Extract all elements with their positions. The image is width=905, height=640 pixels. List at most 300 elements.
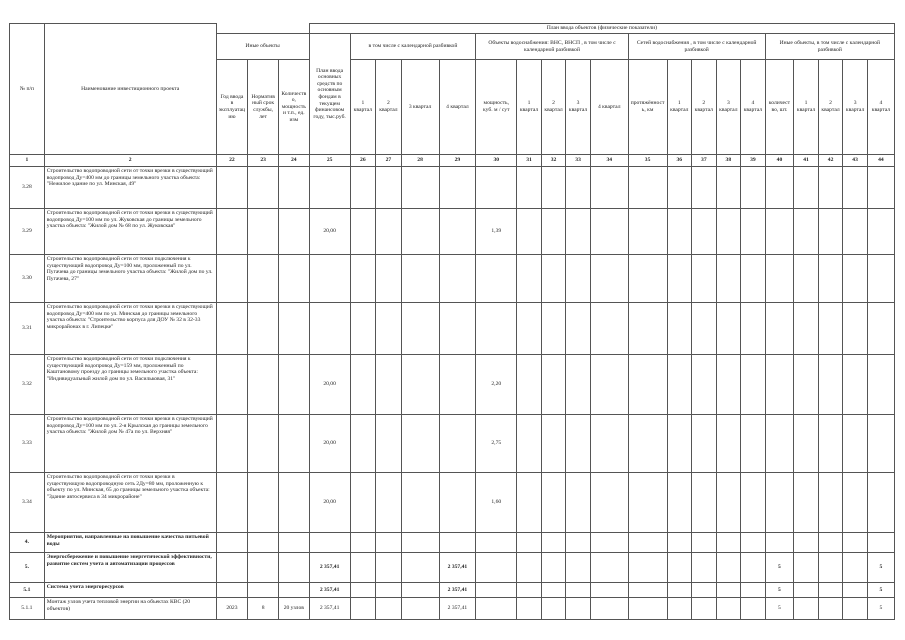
column-number: 24 bbox=[278, 155, 309, 167]
cell-empty bbox=[590, 553, 628, 583]
table-row bbox=[10, 303, 895, 355]
column-number: 39 bbox=[741, 155, 766, 167]
cell-funds: 2 357,41 bbox=[309, 583, 350, 598]
table-row bbox=[10, 415, 895, 473]
cell-empty bbox=[541, 415, 566, 473]
cell-funds bbox=[309, 303, 350, 355]
cell-empty bbox=[741, 553, 766, 583]
cell-empty bbox=[401, 553, 439, 583]
column-number: 41 bbox=[794, 155, 819, 167]
cell-service bbox=[248, 583, 279, 598]
cell-other_q4 bbox=[867, 355, 894, 415]
cell-empty bbox=[590, 355, 628, 415]
column-number: 37 bbox=[692, 155, 717, 167]
cell-empty bbox=[741, 415, 766, 473]
cell-year bbox=[216, 583, 248, 598]
column-number: 29 bbox=[439, 155, 476, 167]
cell-year bbox=[216, 415, 248, 473]
cell-empty bbox=[843, 533, 868, 553]
table-row bbox=[10, 167, 895, 209]
cell-empty bbox=[350, 209, 376, 255]
cell-empty bbox=[794, 533, 819, 553]
table-row bbox=[10, 473, 895, 533]
cell-other_qty: 5 bbox=[765, 598, 794, 620]
cell-qty bbox=[278, 583, 309, 598]
header-year: Год ввода в эксплуатацию bbox=[216, 60, 248, 155]
cell-empty bbox=[376, 533, 402, 553]
cell-year bbox=[216, 355, 248, 415]
cell-empty bbox=[376, 583, 402, 598]
cell-funds: 20,00 bbox=[309, 209, 350, 255]
cell-empty bbox=[566, 533, 591, 553]
cell-empty bbox=[843, 598, 868, 620]
cell-q4 bbox=[439, 303, 476, 355]
cell-empty bbox=[692, 255, 717, 303]
header-vns-q4: 4 квартал bbox=[590, 60, 628, 155]
cell-service bbox=[248, 209, 279, 255]
table-row bbox=[10, 255, 895, 303]
cell-empty bbox=[628, 255, 667, 303]
cell-service bbox=[248, 553, 279, 583]
cell-empty bbox=[590, 473, 628, 533]
cell-empty bbox=[843, 303, 868, 355]
cell-no: 5. bbox=[10, 553, 45, 583]
cell-empty bbox=[350, 553, 376, 583]
cell-empty bbox=[794, 553, 819, 583]
cell-empty bbox=[401, 355, 439, 415]
cell-funds: 20,00 bbox=[309, 473, 350, 533]
cell-qty bbox=[278, 255, 309, 303]
cell-empty bbox=[692, 583, 717, 598]
column-number: 34 bbox=[590, 155, 628, 167]
cell-empty bbox=[843, 355, 868, 415]
cell-empty bbox=[843, 583, 868, 598]
cell-empty bbox=[541, 583, 566, 598]
cell-qty: 20 узлов bbox=[278, 598, 309, 620]
cell-other_q4: 5 bbox=[867, 583, 894, 598]
cell-empty bbox=[566, 598, 591, 620]
cell-q4 bbox=[439, 209, 476, 255]
cell-empty bbox=[716, 355, 741, 415]
column-number: 40 bbox=[765, 155, 794, 167]
cell-empty bbox=[692, 415, 717, 473]
cell-empty bbox=[794, 167, 819, 209]
cell-no: 3.28 bbox=[10, 167, 45, 209]
cell-empty bbox=[741, 209, 766, 255]
cell-other_qty: 5 bbox=[765, 553, 794, 583]
cell-cap: 1,39 bbox=[476, 209, 517, 255]
header-plan-funds: План ввода основных средств по основным фондам в текущем финансовом году, тыс.руб. bbox=[309, 34, 350, 155]
cell-empty bbox=[541, 355, 566, 415]
cell-empty bbox=[818, 209, 843, 255]
cell-empty bbox=[794, 473, 819, 533]
cell-empty bbox=[350, 598, 376, 620]
cell-service bbox=[248, 415, 279, 473]
cell-empty bbox=[350, 167, 376, 209]
cell-qty bbox=[278, 167, 309, 209]
cell-empty bbox=[794, 355, 819, 415]
cell-empty bbox=[541, 303, 566, 355]
header-other-q3: 3 квартал bbox=[843, 60, 868, 155]
header-quantity: Количество, мощность и т.п., ед. изм bbox=[278, 60, 309, 155]
column-number: 26 bbox=[350, 155, 376, 167]
header-project-name: Наименование инвестиционного проекта bbox=[44, 24, 216, 155]
cell-empty bbox=[590, 167, 628, 209]
column-number: 1 bbox=[10, 155, 45, 167]
cell-other_qty bbox=[765, 303, 794, 355]
cell-funds: 20,00 bbox=[309, 415, 350, 473]
table-row bbox=[10, 583, 895, 598]
cell-empty bbox=[716, 415, 741, 473]
cell-name: Строительство водопроводной сети от точки врезки в существующий водопровод Ду=400 мм по ул. Минская до границы земельного участка объекта: "Строительство корпуса для ДОУ № 32 в 32-33 микрорайонах в г. Липецке" bbox=[44, 303, 216, 355]
cell-empty bbox=[692, 355, 717, 415]
header-vns-q2: 2 квартал bbox=[541, 60, 566, 155]
cell-funds bbox=[309, 533, 350, 553]
column-number: 23 bbox=[248, 155, 279, 167]
header-q4: 4 квартал bbox=[439, 60, 476, 155]
cell-empty bbox=[716, 167, 741, 209]
cell-empty bbox=[590, 415, 628, 473]
cell-empty bbox=[517, 533, 542, 553]
cell-service bbox=[248, 255, 279, 303]
header-net-q1: 1 квартал bbox=[667, 60, 692, 155]
cell-empty bbox=[794, 598, 819, 620]
cell-year bbox=[216, 473, 248, 533]
column-number: 31 bbox=[517, 155, 542, 167]
cell-q4 bbox=[439, 355, 476, 415]
column-number: 44 bbox=[867, 155, 894, 167]
cell-qty bbox=[278, 473, 309, 533]
cell-year bbox=[216, 255, 248, 303]
header-vns-capacity: мощность, куб. м / сут bbox=[476, 60, 517, 155]
cell-name: Строительство водопроводной сети от точки врезки в существующий водопровод Ду=100 мм по ул. Жуковская до границы земельного участка объекта: "Жилой дом № 68 по ул. Жуковская" bbox=[44, 209, 216, 255]
cell-other_q4: 5 bbox=[867, 598, 894, 620]
cell-empty bbox=[667, 167, 692, 209]
cell-empty bbox=[517, 303, 542, 355]
cell-cap bbox=[476, 255, 517, 303]
cell-empty bbox=[667, 303, 692, 355]
column-number: 2 bbox=[44, 155, 216, 167]
cell-empty bbox=[566, 209, 591, 255]
header-vns-group: Объекты водоснабжения: ВНС, ВНСП , в том числе с календарной разбивкой bbox=[476, 34, 628, 60]
cell-service bbox=[248, 473, 279, 533]
cell-empty bbox=[628, 533, 667, 553]
cell-service bbox=[248, 167, 279, 209]
cell-other_q4 bbox=[867, 473, 894, 533]
cell-no: 3.32 bbox=[10, 355, 45, 415]
column-number: 33 bbox=[566, 155, 591, 167]
cell-q4 bbox=[439, 415, 476, 473]
cell-empty bbox=[376, 209, 402, 255]
header-other-q1: 1 квартал bbox=[794, 60, 819, 155]
cell-other_qty bbox=[765, 473, 794, 533]
cell-empty bbox=[667, 355, 692, 415]
header-net-length: протяжённость, км bbox=[628, 60, 667, 155]
cell-cap bbox=[476, 533, 517, 553]
cell-empty bbox=[818, 473, 843, 533]
cell-empty bbox=[541, 533, 566, 553]
column-number-row bbox=[10, 155, 895, 167]
cell-empty bbox=[590, 255, 628, 303]
cell-cap: 2,20 bbox=[476, 355, 517, 415]
cell-empty bbox=[716, 303, 741, 355]
cell-empty bbox=[517, 255, 542, 303]
cell-empty bbox=[350, 303, 376, 355]
cell-empty bbox=[843, 209, 868, 255]
cell-no: 3.30 bbox=[10, 255, 45, 303]
cell-empty bbox=[794, 209, 819, 255]
cell-other_qty bbox=[765, 209, 794, 255]
cell-empty bbox=[517, 209, 542, 255]
cell-cap bbox=[476, 303, 517, 355]
cell-empty bbox=[628, 209, 667, 255]
cell-funds: 2 357,41 bbox=[309, 598, 350, 620]
cell-empty bbox=[818, 415, 843, 473]
column-number: 25 bbox=[309, 155, 350, 167]
cell-empty bbox=[566, 167, 591, 209]
cell-empty bbox=[716, 473, 741, 533]
cell-empty bbox=[818, 598, 843, 620]
cell-name: Мероприятия, направленные на повышение качества питьевой воды bbox=[44, 533, 216, 553]
cell-empty bbox=[628, 415, 667, 473]
cell-empty bbox=[401, 167, 439, 209]
cell-empty bbox=[401, 473, 439, 533]
cell-qty bbox=[278, 553, 309, 583]
cell-empty bbox=[843, 415, 868, 473]
cell-empty bbox=[692, 473, 717, 533]
cell-empty bbox=[741, 355, 766, 415]
cell-empty bbox=[401, 209, 439, 255]
cell-empty bbox=[376, 355, 402, 415]
header-vns-q3: 3 квартал bbox=[566, 60, 591, 155]
cell-empty bbox=[628, 473, 667, 533]
cell-empty bbox=[566, 583, 591, 598]
header-vns-q1: 1 квартал bbox=[517, 60, 542, 155]
cell-empty bbox=[667, 598, 692, 620]
column-number: 43 bbox=[843, 155, 868, 167]
table-row bbox=[10, 355, 895, 415]
cell-empty bbox=[667, 473, 692, 533]
cell-other_qty bbox=[765, 533, 794, 553]
cell-empty bbox=[741, 167, 766, 209]
cell-no: 3.31 bbox=[10, 303, 45, 355]
cell-empty bbox=[350, 255, 376, 303]
cell-name: Строительство водопроводной сети от точки врезки в существующую водопроводную сеть 2Ду=80 мм, проложенную к объекту по ул. Минская, 65 до границы земельного участка объекта: "Здание автосервиса в 34 микрорайоне" bbox=[44, 473, 216, 533]
cell-name: Строительство водопроводной сети от точки врезки в существующий водопровод Ду=100 мм по ул. 2-я Крылская до границы земельного участка объекта: "Жилой дом № 47а по ул. Верхняя" bbox=[44, 415, 216, 473]
cell-empty bbox=[628, 167, 667, 209]
cell-empty bbox=[818, 255, 843, 303]
cell-empty bbox=[401, 583, 439, 598]
column-number: 38 bbox=[716, 155, 741, 167]
cell-service: 8 bbox=[248, 598, 279, 620]
cell-empty bbox=[716, 598, 741, 620]
cell-q4: 2 357,41 bbox=[439, 583, 476, 598]
cell-empty bbox=[843, 255, 868, 303]
cell-empty bbox=[517, 167, 542, 209]
cell-empty bbox=[590, 209, 628, 255]
cell-empty bbox=[541, 167, 566, 209]
cell-year bbox=[216, 553, 248, 583]
cell-empty bbox=[566, 255, 591, 303]
header-other-q4: 4 квартал bbox=[867, 60, 894, 155]
cell-empty bbox=[667, 553, 692, 583]
cell-other_q4 bbox=[867, 303, 894, 355]
cell-empty bbox=[628, 355, 667, 415]
header-q2: 2 квартал bbox=[376, 60, 402, 155]
cell-funds: 2 357,41 bbox=[309, 553, 350, 583]
cell-name: Строительство водопроводной сети от точки подключения к существующий водопровод Ду=100 мм, проложенный по ул. Пугачева до границы земельного участка объекта: "Жилой дом по ул. Пугачева, 27" bbox=[44, 255, 216, 303]
cell-empty bbox=[818, 533, 843, 553]
cell-empty bbox=[541, 598, 566, 620]
cell-empty bbox=[741, 473, 766, 533]
column-number: 30 bbox=[476, 155, 517, 167]
column-number: 27 bbox=[376, 155, 402, 167]
cell-empty bbox=[692, 553, 717, 583]
header-other-group: Иные объекты, в том числе с календарной разбивкой bbox=[765, 34, 894, 60]
cell-qty bbox=[278, 209, 309, 255]
cell-qty bbox=[278, 415, 309, 473]
cell-empty bbox=[741, 583, 766, 598]
cell-empty bbox=[794, 415, 819, 473]
cell-cap bbox=[476, 598, 517, 620]
table-row bbox=[10, 533, 895, 553]
cell-other_qty: 5 bbox=[765, 583, 794, 598]
cell-empty bbox=[517, 598, 542, 620]
cell-empty bbox=[566, 415, 591, 473]
cell-empty bbox=[376, 553, 402, 583]
cell-empty bbox=[376, 255, 402, 303]
cell-empty bbox=[590, 583, 628, 598]
cell-empty bbox=[401, 303, 439, 355]
table-row bbox=[10, 553, 895, 583]
cell-empty bbox=[741, 303, 766, 355]
cell-empty bbox=[541, 473, 566, 533]
column-number: 36 bbox=[667, 155, 692, 167]
cell-no: 3.29 bbox=[10, 209, 45, 255]
header-network-group: Сетей водоснабжения , в том числе с календарной разбивкой bbox=[628, 34, 765, 60]
cell-name: Монтаж узлов учета тепловой энергии на объектах КВС (20 объектов) bbox=[44, 598, 216, 620]
cell-cap: 2,75 bbox=[476, 415, 517, 473]
cell-empty bbox=[741, 598, 766, 620]
cell-other_q4: 5 bbox=[867, 553, 894, 583]
cell-empty bbox=[716, 553, 741, 583]
cell-empty bbox=[376, 167, 402, 209]
cell-empty bbox=[667, 415, 692, 473]
cell-empty bbox=[376, 303, 402, 355]
cell-empty bbox=[628, 553, 667, 583]
investment-plan-table bbox=[9, 23, 895, 620]
column-number: 35 bbox=[628, 155, 667, 167]
cell-empty bbox=[628, 598, 667, 620]
table-row bbox=[10, 598, 895, 620]
cell-empty bbox=[376, 415, 402, 473]
cell-empty bbox=[843, 473, 868, 533]
cell-qty bbox=[278, 355, 309, 415]
cell-cap bbox=[476, 583, 517, 598]
cell-name: Система учета энергоресурсов bbox=[44, 583, 216, 598]
cell-empty bbox=[667, 209, 692, 255]
cell-empty bbox=[794, 303, 819, 355]
cell-empty bbox=[541, 255, 566, 303]
cell-year bbox=[216, 167, 248, 209]
cell-other_qty bbox=[765, 255, 794, 303]
cell-empty bbox=[590, 598, 628, 620]
cell-empty bbox=[541, 553, 566, 583]
cell-year bbox=[216, 533, 248, 553]
column-number: 22 bbox=[216, 155, 248, 167]
cell-service bbox=[248, 533, 279, 553]
cell-empty bbox=[843, 167, 868, 209]
cell-empty bbox=[692, 167, 717, 209]
cell-funds bbox=[309, 255, 350, 303]
cell-empty bbox=[818, 583, 843, 598]
header-q1: 1 квартал bbox=[350, 60, 376, 155]
cell-no: 5.1 bbox=[10, 583, 45, 598]
cell-q4 bbox=[439, 533, 476, 553]
cell-empty bbox=[566, 553, 591, 583]
cell-empty bbox=[517, 583, 542, 598]
cell-cap bbox=[476, 167, 517, 209]
cell-q4 bbox=[439, 255, 476, 303]
cell-empty bbox=[541, 209, 566, 255]
cell-empty bbox=[818, 303, 843, 355]
cell-other_q4 bbox=[867, 167, 894, 209]
cell-empty bbox=[401, 598, 439, 620]
cell-empty bbox=[794, 255, 819, 303]
cell-empty bbox=[818, 355, 843, 415]
header-other-q2: 2 квартал bbox=[818, 60, 843, 155]
cell-empty bbox=[843, 553, 868, 583]
cell-empty bbox=[401, 415, 439, 473]
cell-empty bbox=[350, 533, 376, 553]
cell-year bbox=[216, 209, 248, 255]
header-net-q2: 2 квартал bbox=[692, 60, 717, 155]
cell-empty bbox=[566, 473, 591, 533]
cell-q4: 2 357,41 bbox=[439, 553, 476, 583]
cell-empty bbox=[692, 209, 717, 255]
cell-name: Строительство водопроводной сети от точки подключения к существующий водопровод Ду=159 мм, проложенный по Каштановому проезду до границы земельного участка объекта: "Индивидуальный жилой дом по ул. Васильковая, 31" bbox=[44, 355, 216, 415]
cell-other_q4 bbox=[867, 533, 894, 553]
cell-empty bbox=[590, 533, 628, 553]
cell-empty bbox=[590, 303, 628, 355]
cell-empty bbox=[716, 255, 741, 303]
cell-empty bbox=[667, 533, 692, 553]
cell-empty bbox=[401, 255, 439, 303]
cell-q4: 2 357,41 bbox=[439, 598, 476, 620]
cell-empty bbox=[517, 473, 542, 533]
cell-empty bbox=[350, 583, 376, 598]
cell-name: Энергосбережение и повышение энергетической эффективности, развитие систем учета и автоматизации процессов bbox=[44, 553, 216, 583]
cell-funds: 20,00 bbox=[309, 355, 350, 415]
cell-empty bbox=[566, 355, 591, 415]
header-other-qty: количество, шт. bbox=[765, 60, 794, 155]
cell-empty bbox=[692, 598, 717, 620]
cell-empty bbox=[692, 303, 717, 355]
cell-other_q4 bbox=[867, 415, 894, 473]
cell-empty bbox=[818, 167, 843, 209]
column-number: 28 bbox=[401, 155, 439, 167]
header-quarterly-breakdown: в том числе с календарной разбивкой bbox=[350, 34, 476, 60]
cell-empty bbox=[716, 209, 741, 255]
cell-empty bbox=[628, 583, 667, 598]
cell-year: 2023 bbox=[216, 598, 248, 620]
cell-empty bbox=[566, 303, 591, 355]
cell-other_qty bbox=[765, 355, 794, 415]
cell-qty bbox=[278, 533, 309, 553]
cell-empty bbox=[667, 583, 692, 598]
cell-empty bbox=[376, 473, 402, 533]
cell-empty bbox=[716, 533, 741, 553]
